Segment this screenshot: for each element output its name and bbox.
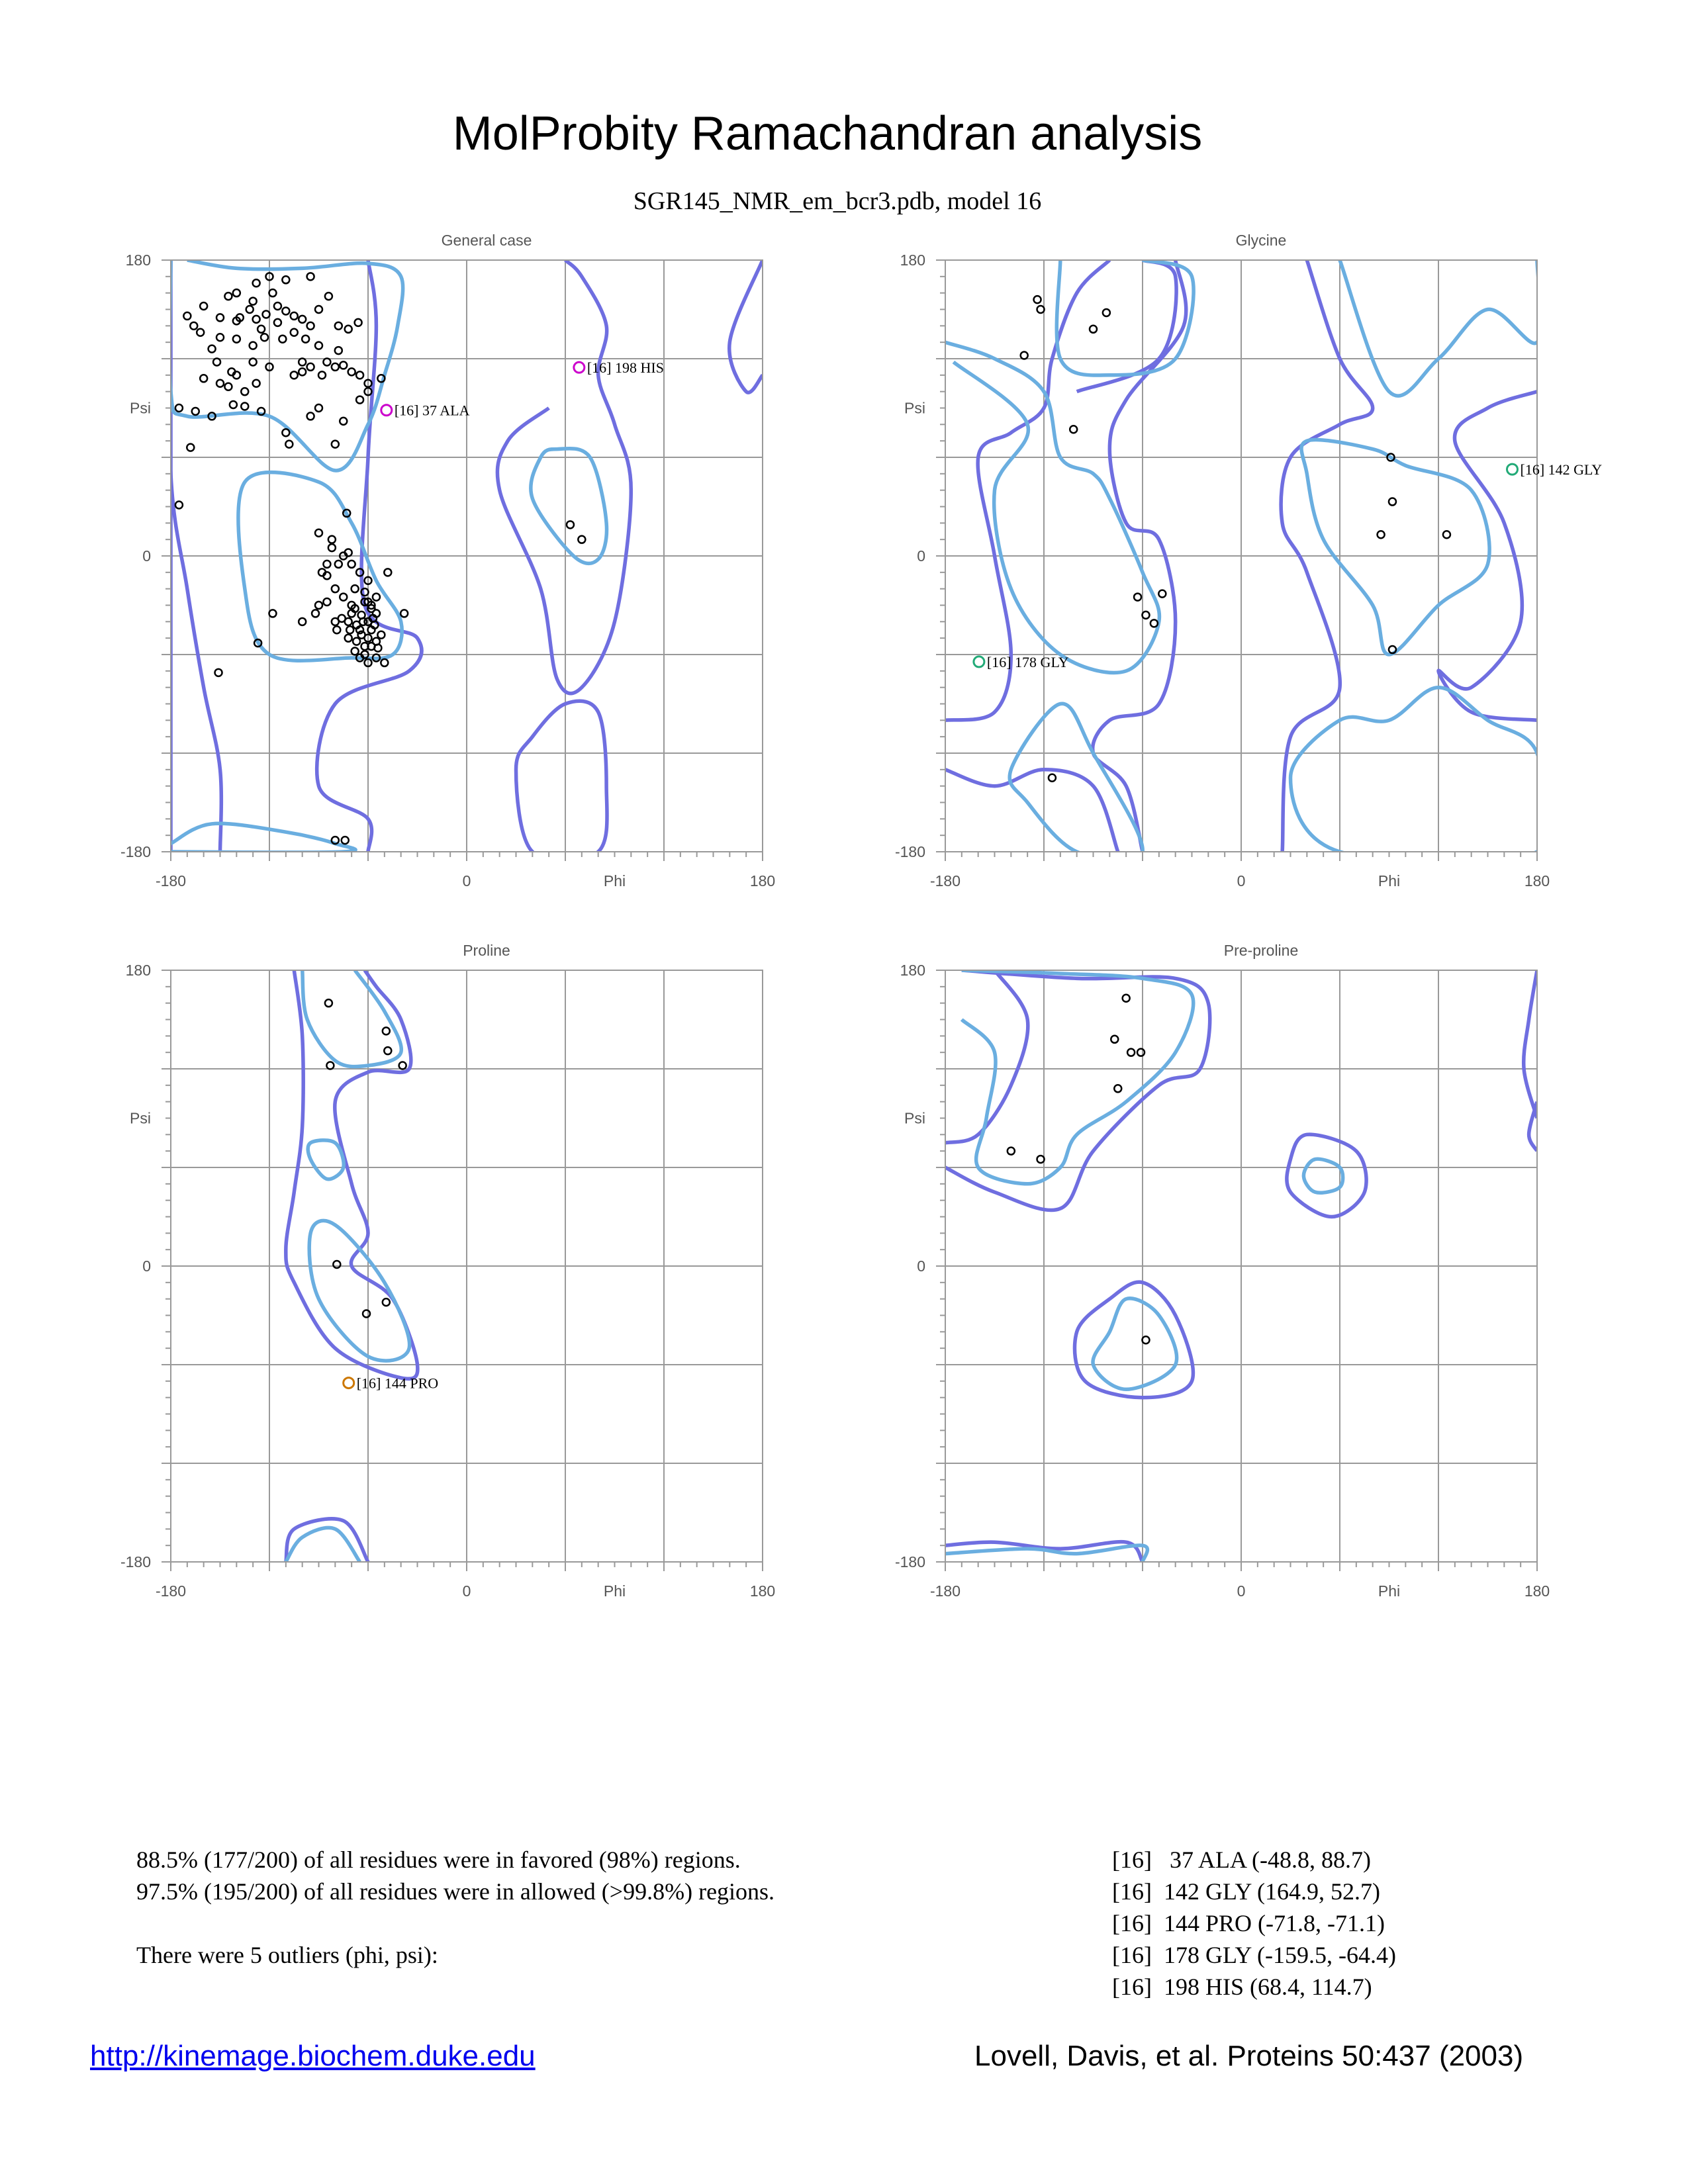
residue-point <box>323 358 330 365</box>
residue-point <box>291 312 298 320</box>
residue-point <box>383 1027 390 1034</box>
residue-point <box>340 361 347 369</box>
residue-point <box>282 276 289 283</box>
residue-point <box>253 380 260 387</box>
allowed-contour <box>1529 1102 1537 1152</box>
residue-point <box>1389 498 1396 506</box>
favored-contour <box>171 823 355 852</box>
residue-point <box>269 289 276 296</box>
y-tick-label: -180 <box>894 1553 925 1570</box>
favored-contour <box>309 1220 409 1361</box>
residue-point <box>258 326 265 333</box>
residue-point <box>353 638 360 645</box>
favored-contour <box>308 1140 344 1179</box>
residue-point <box>315 404 322 412</box>
residue-point <box>315 602 322 609</box>
residue-point <box>1103 309 1110 316</box>
kinemage-link[interactable]: http://kinemage.biochem.duke.edu <box>90 2040 536 2072</box>
residue-point <box>335 322 342 330</box>
residue-point <box>332 363 339 371</box>
outlier-point <box>574 362 585 373</box>
allowed-contour <box>945 260 1109 720</box>
x-axis-label: Phi <box>1378 1582 1401 1600</box>
y-axis-label: Psi <box>904 1109 925 1127</box>
residue-point <box>209 345 216 353</box>
outlier-label: [16] 144 PRO <box>356 1375 439 1392</box>
residue-point <box>246 306 254 313</box>
residue-point <box>241 403 248 410</box>
residue-point <box>1158 590 1166 598</box>
residue-point <box>1070 426 1077 433</box>
favored-contour <box>962 970 1194 1184</box>
residue-point <box>335 347 342 354</box>
residue-point <box>299 358 306 365</box>
favored-contour <box>531 449 607 564</box>
residue-point <box>216 314 224 321</box>
residue-point <box>363 1310 370 1318</box>
residue-point <box>383 1298 390 1306</box>
x-tick-label: 0 <box>1237 1582 1246 1600</box>
residue-point <box>567 521 574 528</box>
residue-point <box>340 594 347 601</box>
residue-point <box>1037 306 1045 313</box>
residue-point <box>307 412 314 420</box>
residue-point <box>1123 995 1130 1002</box>
residue-point <box>233 289 240 296</box>
residue-point <box>332 441 339 448</box>
residue-point <box>400 610 408 617</box>
x-tick-label: 180 <box>1524 1582 1550 1600</box>
x-tick-label: 0 <box>1237 872 1246 889</box>
residue-point <box>356 371 363 379</box>
residue-point <box>187 444 194 451</box>
residue-point <box>224 383 232 390</box>
y-tick-label: 0 <box>917 547 925 565</box>
residue-point <box>250 358 257 365</box>
favored-contour <box>1291 688 1554 863</box>
residue-point <box>175 404 183 412</box>
residue-point <box>291 329 298 336</box>
x-tick-label: -180 <box>929 1582 961 1600</box>
residue-point <box>333 626 340 633</box>
residue-point <box>269 610 276 617</box>
residue-point <box>250 342 257 349</box>
allowed-contour <box>729 260 763 392</box>
x-tick-label: 0 <box>462 872 471 889</box>
y-tick-label: 0 <box>142 547 151 565</box>
residue-point <box>323 561 330 568</box>
residue-point <box>377 631 385 639</box>
residue-point <box>216 380 224 387</box>
residue-point <box>325 999 332 1007</box>
x-tick-label: 180 <box>749 872 776 889</box>
outlier-point <box>974 657 984 667</box>
outlier-list <box>1112 1844 1575 2003</box>
residue-point <box>342 837 349 844</box>
citation: Lovell, Davis, et al. Proteins 50:437 (2003) <box>974 2040 1524 2072</box>
outlier-item: [16] 198 HIS (68.4, 114.7) <box>1112 1974 1372 2000</box>
outlier-label: [16] 37 ALA <box>394 402 470 419</box>
summary-stats <box>136 1844 997 1971</box>
residue-point <box>230 401 237 408</box>
residue-point <box>197 329 204 336</box>
residue-point <box>224 293 232 300</box>
residue-point <box>200 375 207 382</box>
residue-point <box>261 334 268 341</box>
residue-point <box>200 302 207 310</box>
residue-point <box>315 529 322 537</box>
residue-point <box>1037 1156 1045 1163</box>
favored-contour <box>238 473 402 661</box>
y-tick-label: -180 <box>120 1553 151 1570</box>
residue-point <box>315 342 322 349</box>
outlier-label: [16] 198 HIS <box>586 359 664 377</box>
residue-point <box>318 371 326 379</box>
residue-point <box>356 396 363 404</box>
residue-point <box>274 319 281 326</box>
residue-point <box>348 368 355 375</box>
residue-point <box>253 316 260 323</box>
residue-point <box>279 336 286 343</box>
residue-point <box>282 429 289 436</box>
residue-point <box>335 561 342 568</box>
residue-point <box>328 544 336 551</box>
residue-point <box>216 334 224 341</box>
residue-point <box>299 316 306 323</box>
residue-point <box>213 358 220 365</box>
outlier-item: [16] 144 PRO (-71.8, -71.1) <box>1112 1910 1385 1936</box>
residue-point <box>1127 1049 1135 1056</box>
plot-panels <box>120 232 1602 1600</box>
y-tick-label: 0 <box>917 1257 925 1275</box>
outlier-point <box>344 1378 354 1388</box>
residue-point <box>1111 1036 1118 1043</box>
residue-point <box>399 1062 406 1069</box>
page-subtitle: SGR145_NMR_em_bcr3.pdb, model 16 <box>633 187 1042 215</box>
residue-point <box>373 594 380 601</box>
x-tick-label: -180 <box>929 872 961 889</box>
y-axis-label: Psi <box>904 399 925 417</box>
panel-title: Proline <box>463 942 510 959</box>
residue-point <box>1150 619 1158 627</box>
x-tick-label: -180 <box>155 1582 187 1600</box>
residue-point <box>250 298 257 305</box>
residue-point <box>333 1261 340 1268</box>
x-tick-label: -180 <box>155 872 187 889</box>
favored-summary: 88.5% (177/200) of all residues were in favored (98%) regions. <box>136 1846 741 1873</box>
y-tick-label: -180 <box>894 843 925 860</box>
favored-contour <box>1301 440 1489 655</box>
residue-point <box>307 273 314 280</box>
residue-point <box>328 536 336 543</box>
residue-point <box>241 388 248 395</box>
residue-point <box>315 306 322 313</box>
favored-contour <box>945 342 1159 672</box>
residue-point <box>192 408 199 415</box>
x-axis-label: Phi <box>603 1582 626 1600</box>
residue-point <box>175 502 183 509</box>
favored-contour <box>1303 1159 1342 1193</box>
residue-point <box>299 618 306 625</box>
residue-point <box>299 368 306 375</box>
residue-point <box>338 615 346 622</box>
residue-point <box>1142 1336 1149 1343</box>
allowed-contour <box>286 970 418 1379</box>
outlier-point <box>1507 464 1518 475</box>
residue-point <box>384 1047 391 1054</box>
residue-point <box>285 441 293 448</box>
outlier-point <box>381 405 392 416</box>
residue-point <box>1008 1148 1015 1155</box>
outlier-item: [16] 178 GLY (-159.5, -64.4) <box>1112 1942 1396 1968</box>
residue-point <box>1137 1049 1145 1056</box>
x-tick-label: 180 <box>749 1582 776 1600</box>
x-tick-label: 180 <box>1524 872 1550 889</box>
residue-point <box>332 585 339 592</box>
page-title: MolProbity Ramachandran analysis <box>452 107 1203 160</box>
y-tick-label: 180 <box>900 251 925 269</box>
favored-contour <box>286 1527 360 1562</box>
residue-point <box>1021 352 1028 359</box>
ramachandran-panel <box>895 232 1602 889</box>
allowed-contour <box>497 260 631 694</box>
residue-point <box>1049 774 1056 782</box>
residue-point <box>1443 531 1450 538</box>
ramachandran-panel <box>895 942 1550 1600</box>
residue-point <box>325 293 332 300</box>
residue-point <box>274 302 281 310</box>
residue-point <box>381 659 388 666</box>
residue-point <box>352 648 359 655</box>
residue-point <box>384 569 391 576</box>
residue-point <box>183 312 191 320</box>
residue-point <box>302 336 309 343</box>
residue-point <box>348 561 355 568</box>
residue-point <box>291 371 298 379</box>
allowed-contour <box>1524 970 1537 1118</box>
residue-point <box>1034 296 1041 303</box>
residue-point <box>345 326 352 333</box>
outliers-heading: There were 5 outliers (phi, psi): <box>136 1942 438 1968</box>
panel-title: Glycine <box>1235 232 1287 249</box>
allowed-summary: 97.5% (195/200) of all residues were in allowed (>99.8%) regions. <box>136 1878 775 1905</box>
x-axis-label: Phi <box>603 872 626 889</box>
residue-point <box>352 585 359 592</box>
residue-point <box>1090 326 1097 333</box>
residue-point <box>307 322 314 330</box>
residue-point <box>340 418 347 425</box>
residue-point <box>190 322 197 330</box>
y-tick-label: 0 <box>142 1257 151 1275</box>
residue-point <box>1114 1085 1121 1092</box>
panel-title: Pre-proline <box>1223 942 1299 959</box>
residue-point <box>307 363 314 371</box>
y-axis-label: Psi <box>130 1109 151 1127</box>
residue-point <box>346 626 353 633</box>
x-tick-label: 0 <box>462 1582 471 1600</box>
y-tick-label: 180 <box>125 962 151 979</box>
ramachandran-panel <box>120 232 775 889</box>
outlier-label: [16] 142 GLY <box>1520 461 1603 478</box>
residue-point <box>1134 594 1141 601</box>
residue-point <box>323 598 330 606</box>
x-axis-label: Phi <box>1378 872 1401 889</box>
residue-point <box>215 669 222 676</box>
ramachandran-panel <box>120 942 775 1600</box>
residue-point <box>326 1062 334 1069</box>
favored-contour <box>1093 1298 1177 1389</box>
y-tick-label: 180 <box>125 251 151 269</box>
panel-title: General case <box>441 232 532 249</box>
residue-point <box>1378 531 1385 538</box>
outlier-label: [16] 178 GLY <box>986 653 1069 670</box>
residue-point <box>1142 612 1149 619</box>
y-tick-label: 180 <box>900 962 925 979</box>
favored-contour <box>1340 260 1541 396</box>
residue-point <box>578 536 585 543</box>
y-tick-label: -180 <box>120 843 151 860</box>
residue-point <box>263 310 270 318</box>
outlier-item: [16] 37 ALA (-48.8, 88.7) <box>1112 1846 1371 1873</box>
outlier-item: [16] 142 GLY (164.9, 52.7) <box>1112 1878 1380 1905</box>
residue-point <box>233 336 240 343</box>
residue-point <box>355 319 362 326</box>
favored-contour <box>303 970 402 1067</box>
residue-point <box>345 635 352 642</box>
allowed-contour <box>1287 1134 1366 1216</box>
y-axis-label: Psi <box>130 399 151 417</box>
residue-point <box>312 610 319 617</box>
allowed-contour <box>516 701 608 861</box>
residue-point <box>282 307 289 314</box>
residue-point <box>253 279 260 287</box>
